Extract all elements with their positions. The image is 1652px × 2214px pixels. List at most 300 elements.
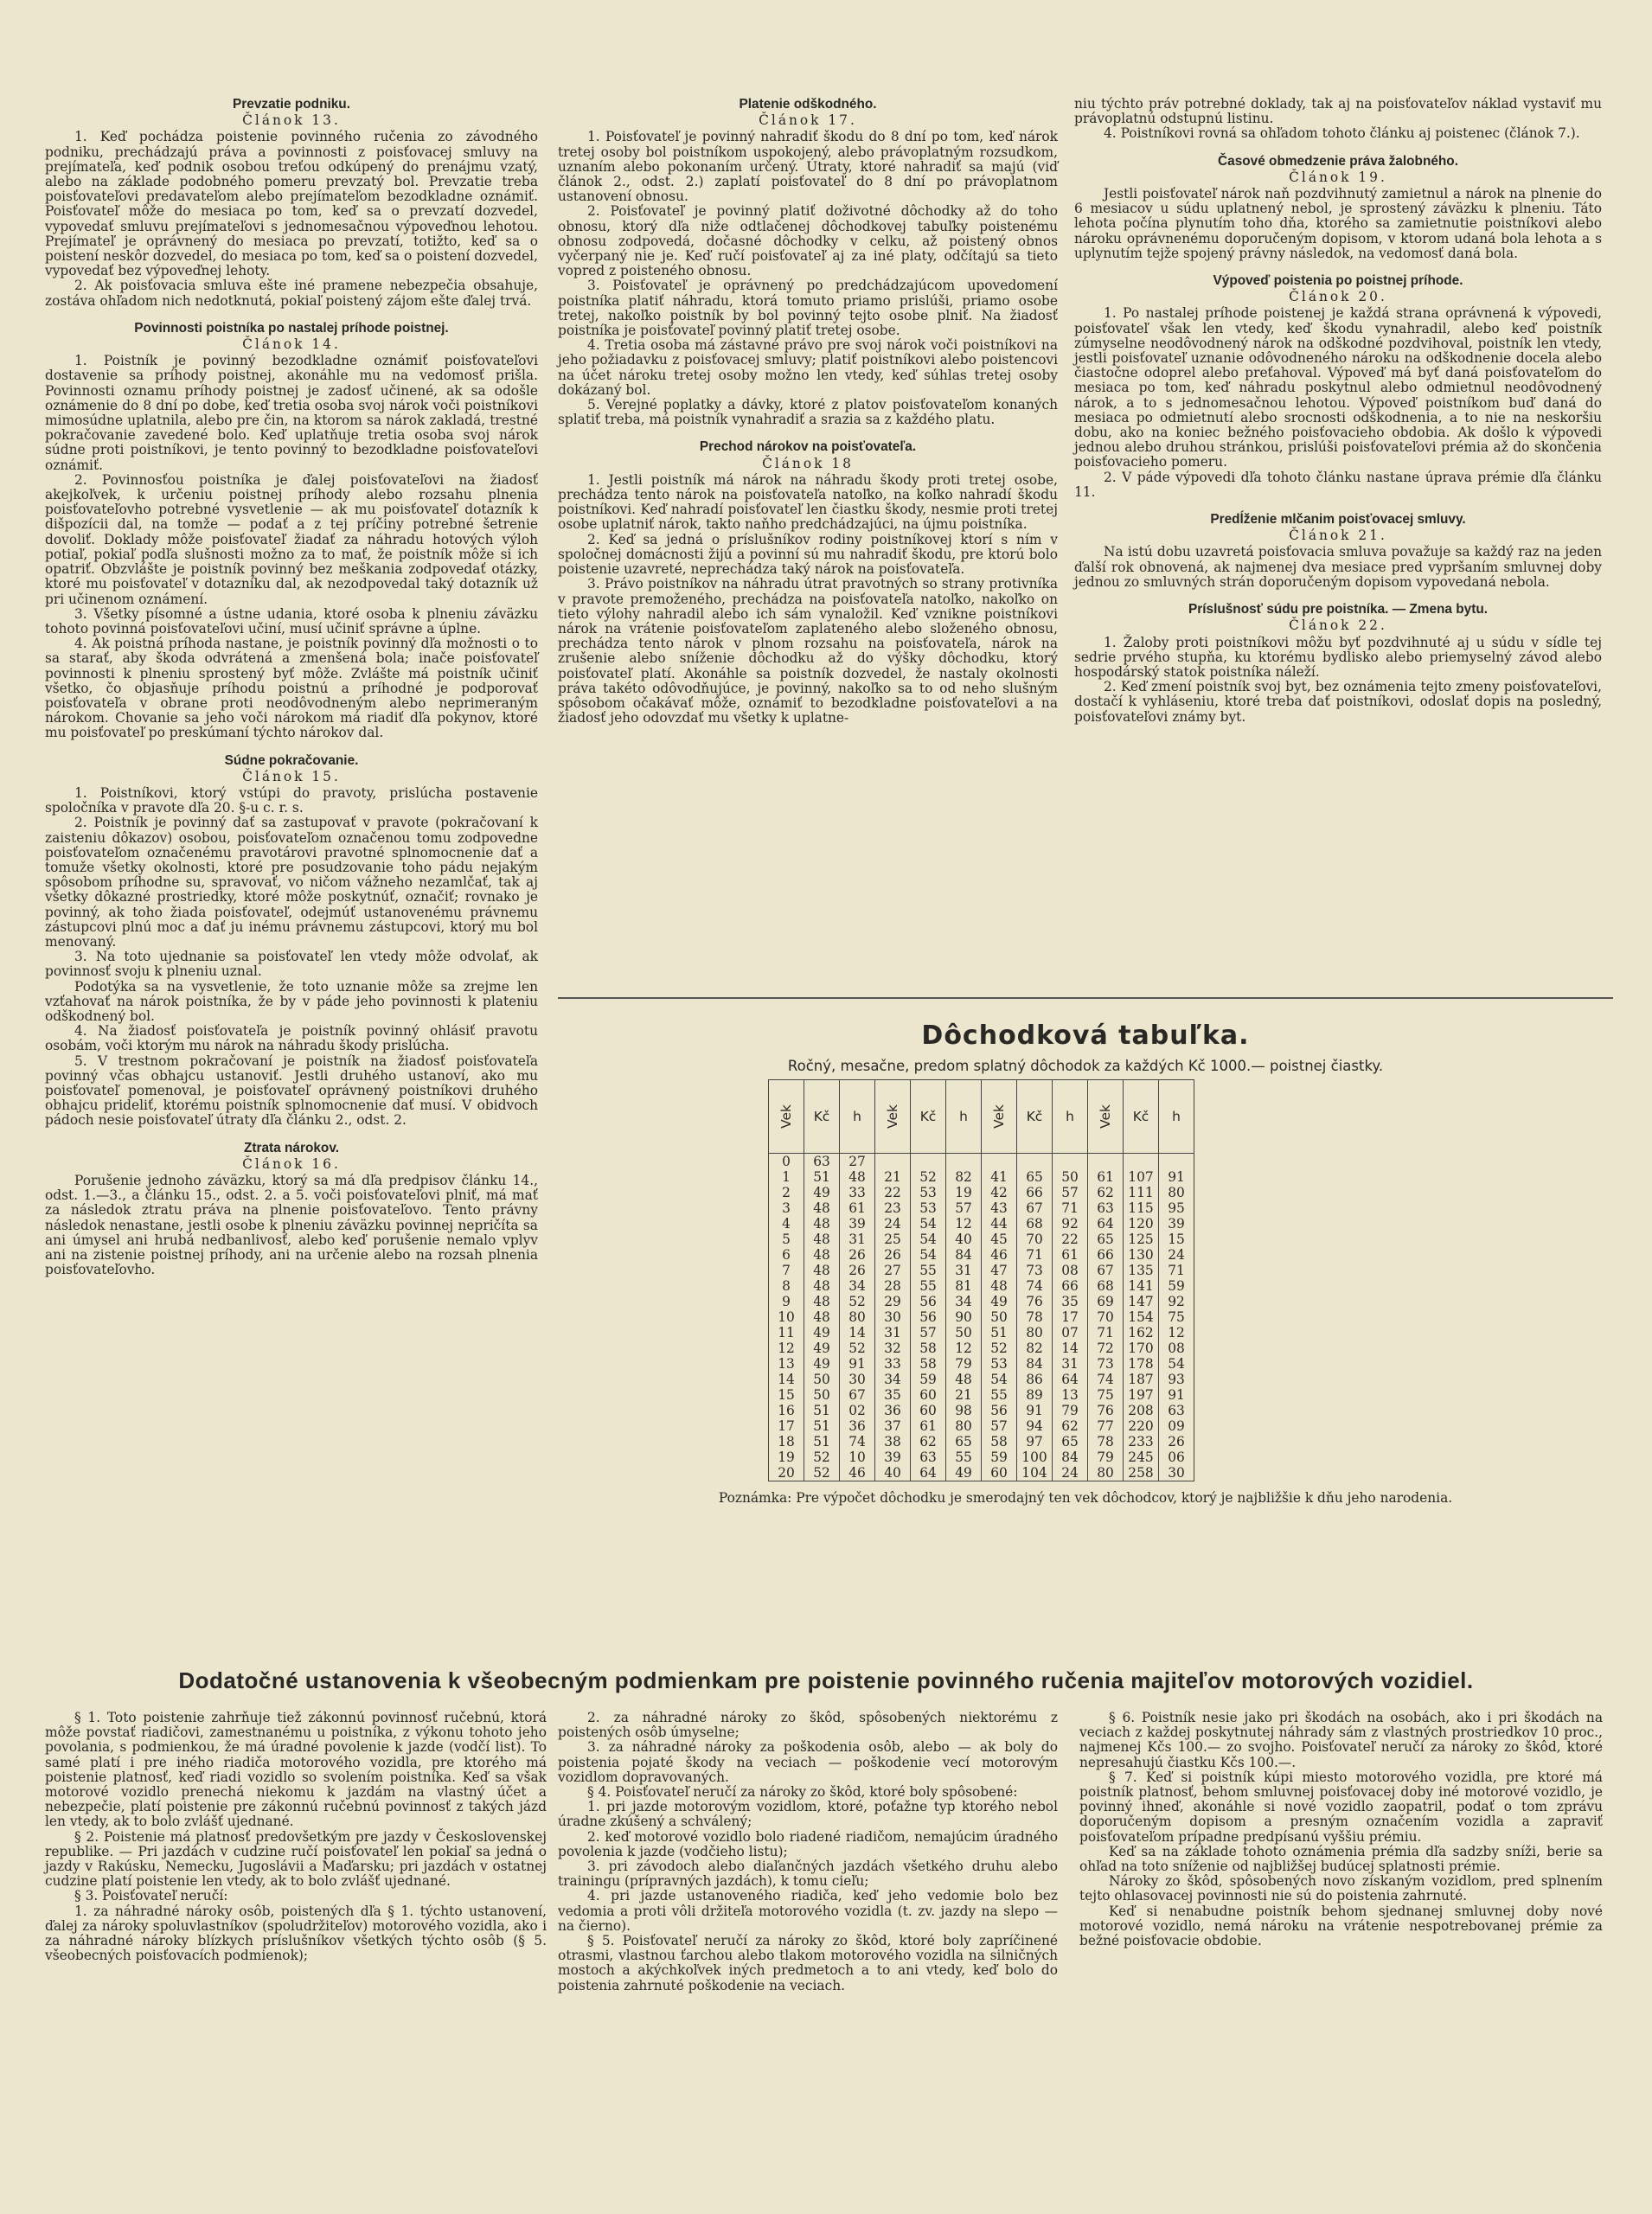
paragraph: Porušenie jednoho záväzku, ktorý sa má dľa predpisov článku 14., odst. 1.—3., a článku 15., odst. 2. a 5. voči poisťovateľovi plniť, má mať za následok ztratu práva na plnenie poisťovateľovo. Tento právny následok nenastane, jestli osobe k plneniu záväzku povinnej nepričíta sa ani úmysel ani hrubá nedbanlivosť, alebo keď porušenie nemalo vplyv ani na zistenie poistnej príhody, ani na určenie alebo na rozsah plnenia poisťovateľovho. [45,1173,538,1278]
table-cell: 57 [946,1200,982,1216]
paragraph: Jestli poisťovateľ nárok naň pozdvihnutý zamietnul a nárok na plnenie do 6 mesiacov u súdu uplatnený nebol, je sprostený záväzku k plneniu. Táto lehota počína plynutím toho dňa, ktorého sa zamietnutie poistníkovi alebo nároku oprávnenému doporučeným dopisom, v ktorom udaná bola lehota a s uplynutím tejže spojený právny následok, na vedomosť daná bola. [1074,186,1602,261]
table-cell: 49 [946,1465,982,1481]
table-body [769,1154,1194,1481]
paragraph: 4. Poistníkovi rovná sa ohľadom tohoto článku aj poistenec (článok 7.). [1104,125,1580,142]
table-cell: 77 [1088,1418,1124,1434]
table-cell: 22 [1053,1232,1088,1247]
table-cell: 19 [769,1449,804,1465]
table-row [769,1372,1194,1387]
table-cell: 50 [804,1372,840,1387]
table-cell: 54 [911,1232,946,1247]
section-title: Výpoveď poistenia po poistnej príhode. [1213,273,1463,289]
table-cell: 58 [911,1341,946,1356]
table-cell: 10 [769,1309,804,1325]
table-cell [1017,1154,1053,1170]
article-number: Článok 16. [242,1155,341,1172]
table-cell: 54 [1159,1356,1194,1372]
paragraph: 2. za náhradné nároky zo škôd, spôsobených niektorému z poistených osôb úmyselne; [558,1710,1058,1741]
paragraph: Nároky zo škôd, spôsobených novo získaným vozidlom, pred splnením tejto ohlasovacej povinnosti nie sú do poistenia zahrnuté. [1079,1873,1603,1904]
table-cell: 1 [769,1169,804,1185]
table-cell: 61 [840,1200,875,1216]
table-cell: 52 [840,1294,875,1309]
paragraph: 3. Poisťovateľ je oprávnený po predchádzajúcom upovedomení poistníka platiť náhradu, ktorá tomuto priamo prislúši, priamo osobe tretej, nakoľko poistník by bol povinný tejto osobe plniť. Na žiadosť poistníka je poisťovateľ povinný platiť tretej osobe. [558,278,1058,339]
table-cell: 70 [1088,1309,1124,1325]
table-cell: 07 [1053,1325,1088,1341]
column-3 [1074,97,1602,725]
section-title: Prevzatie podniku. [233,97,350,112]
table-cell: 61 [1088,1169,1124,1185]
table-cell: 44 [982,1216,1017,1232]
table-cell: 36 [875,1403,911,1418]
paragraph: § 2. Poistenie má platnosť predovšetkým pre jazdy v Československej republike. — Pri jazdách v cudzine ručí poisťovateľ len pokiaľ sa jedná o jazdy v Rakúsku, Nemecku, Jugoslávii a Maďarsku; pri jazdách v ostatnej cudzine platí poistenie len vtedy, ak to bolo zvlášť ujednané. [45,1828,547,1890]
section-title: Prechod nárokov na poisťovateľa. [699,439,917,455]
table-cell: 74 [840,1434,875,1449]
table-row [769,1200,1194,1216]
table-cell: 48 [982,1278,1017,1294]
table-cell: 107 [1124,1169,1159,1185]
table-title: Dôchodková tabuľka. [921,1021,1250,1051]
table-cell: 63 [1088,1200,1124,1216]
table-cell: 08 [1159,1341,1194,1356]
table-cell: 39 [840,1216,875,1232]
table-cell: 12 [769,1341,804,1356]
table-cell: 34 [875,1372,911,1387]
table-cell: 24 [1159,1247,1194,1263]
table-cell: 09 [1159,1418,1194,1434]
table-cell: 31 [875,1325,911,1341]
table-cell: 81 [946,1278,982,1294]
table-row [769,1278,1194,1294]
bottom-column-3 [1079,1711,1603,1948]
table-row [769,1263,1194,1278]
table-cell: 52 [911,1169,946,1185]
paragraph: 2. Poisťovateľ je povinný platiť doživotné dôchodky až do toho obnosu, ktorý dľa niže odtlačenej dôchodkovej tabuľky poistenému obnosu zodpovedá, dočasné dôchodky v celku, až poistený obnos vyčerpaný nie je. Keď ručí poisťovateľ aj za iné platy, odčítajú sa tieto vopred z poisteného obnosu. [558,203,1058,279]
paragraph: 2. Poistník je povinný dať sa zastupovať v pravote (pokračovaní k zaisteniu dôkazov) osobou, poisťovateľom označenou tomu zodpovedne poisťovateľom označenému pravotárovi pravotné splnomocnenie dať a tomuže všetky okolnosti, ktoré pre posudzovanie toho pádu nejakým spôsobom príhodne su, spravovať, vo ničom vážneho nezamlčať, tak aj všetky dôkazné prostriedky, ktoré môže poskytnúť, označiť; rovnako je povinný, ak toho žiada poisťovateľ, odejmúť ustanovenému právnemu zástupcovi plnú moc a dať ju inému právnemu zástupcovi, ktorý mu bol menovaný. [45,815,538,950]
table-cell: 13 [1053,1387,1088,1403]
table-cell: 66 [1017,1185,1053,1200]
table-cell: 27 [840,1154,875,1170]
table-cell: 89 [1017,1387,1053,1403]
table-cell [1159,1154,1194,1170]
table-cell: 84 [1017,1356,1053,1372]
table-cell: 49 [982,1294,1017,1309]
header-vek: Vek [982,1080,1017,1154]
paragraph: 1. za náhradné nároky osôb, poistených dľa § 1. týchto ustanovení, ďalej za nároky spoluvlastníkov (spoludržiteľov) motorového vozidla, ako i za náhradné nároky blízkych príslušníkov všetkých týchto osôb (§ 5. všeobecných poisťovacích podmienok); [45,1903,547,1964]
article-number: Článok 18 [762,455,854,471]
table-cell: 79 [946,1356,982,1372]
table-cell: 59 [982,1449,1017,1465]
table-cell: 50 [946,1325,982,1341]
paragraph: 2. keď motorové vozidlo bolo riadené riadičom, nemajúcim úradného povolenia k jazde (vodčieho listu); [558,1828,1058,1859]
table-cell: 74 [1088,1372,1124,1387]
table-cell: 40 [875,1465,911,1481]
table-cell: 62 [1088,1185,1124,1200]
table-cell: 64 [911,1465,946,1481]
header-h: h [946,1080,982,1154]
table-cell: 53 [911,1200,946,1216]
table-cell: 65 [1053,1434,1088,1449]
table-cell: 41 [982,1169,1017,1185]
annuity-table-section [562,1021,1609,1507]
paragraph: 5. Verejné poplatky a dávky, ktoré z platov poisťovateľom konaných splatiť treba, má poistník vynahradiť a srazia sa z každého platu. [558,397,1058,428]
table-cell: 51 [804,1434,840,1449]
table-cell: 55 [982,1387,1017,1403]
paragraph: 4. pri jazde ustanoveného riadiča, keď jeho vedomie bolo bez vedomia a proti vôli držiteľa motorového vozidla (t. zv. jazdy na slepo — na čierno). [558,1888,1058,1934]
table-cell: 24 [1053,1465,1088,1481]
divider [558,997,1613,999]
table-cell: 135 [1124,1263,1159,1278]
column-1 [45,97,538,1277]
table-row [769,1325,1194,1341]
table-cell: 48 [804,1200,840,1216]
table-cell: 38 [875,1434,911,1449]
table-cell: 70 [1017,1232,1053,1247]
table-cell: 29 [875,1294,911,1309]
table-cell: 47 [982,1263,1017,1278]
table-cell: 49 [804,1356,840,1372]
table-cell: 80 [1088,1465,1124,1481]
paragraph: 2. Keď sa jedná o príslušníkov rodiny poistníkovej ktorí s ním v spoločnej domácnosti žijú a povinní sú mu nahradiť škodu, pre ktorú bolo poistenie uzavreté, neprechádza taký nárok na poisťovateľa. [558,531,1058,578]
table-cell: 76 [1017,1294,1053,1309]
table-cell: 15 [1159,1232,1194,1247]
table-cell: 25 [875,1232,911,1247]
table-cell: 36 [840,1418,875,1434]
table-cell [982,1154,1017,1170]
table-cell: 63 [911,1449,946,1465]
table-cell: 26 [1159,1434,1194,1449]
table-cell: 71 [1088,1325,1124,1341]
table-cell: 58 [911,1356,946,1372]
paragraph: 2. V páde výpovedi dľa tohoto článku nastane úprava prémie dľa článku 11. [1074,469,1602,500]
table-cell: 80 [840,1309,875,1325]
table-cell: 20 [769,1465,804,1481]
table-cell: 48 [946,1372,982,1387]
table-cell: 13 [769,1356,804,1372]
paragraph: 3. Všetky písomné a ústne udania, ktoré osoba k plneniu záväzku tohoto povinná poisťovateľovi učiní, musí učiniť správne a úplne. [45,605,538,637]
article-number: Článok 13. [242,112,341,129]
table-row [769,1154,1194,1170]
table-cell: 79 [1088,1449,1124,1465]
paragraph: 1. Po nastalej príhode poistenej je každá strana oprávnená k výpovedi, poisťovateľ však len vtedy, keď škodu vynahradil, alebo keď poistník zúmyselne neodôvodnený nárok na odškodné pozdvihoval, poistník len vtedy, jestli poisťovateľ uznanie odôvodneného nároku na odškodnenie docela alebo čiastočne odoprel alebo preťahoval. Výpoveď má byť daná poisťovateľom do mesiaca po tom, keď náhradu poskytnul alebo odmietnul neodôvodnený nárok, a to s jednomesačnou lehotou. Výpoveď poistníkom buď daná do mesiaca po odmietnutí alebo srocnosti odškodnenia, a to nie na neskoršiu dobu, ako na koniec bežného poisťovacieho obdobia. Ak došlo k výpovedi jednou alebo druhou stránkou, prislúši poisťovateľovi prémia až do skončenia poisťovacieho pomeru. [1074,305,1602,470]
table-row [769,1169,1194,1185]
paragraph: § 7. Keď si poistník kúpi miesto motorového vozidla, pre ktoré má poistník platnosť, behom smluvnej poisťovacej doby iné motorové vozidlo, je povinný ihneď, akonáhle si nové vozidlo zaopatril, podať o tom zprávu doporučeným dopisom a presným označením vozidla a zapraviť poisťovateľom prípadne predpísanú vyššiu prémiu. [1079,1769,1603,1845]
paragraph: 4. Tretia osoba má zástavné právo pre svoj nárok voči poistníkovi na jeho požiadavku z poisťovacej smluvy; platiť poistníkovi alebo poistencovi na účet nároku tretej osoby možno len vtedy, keď súhlas tretej osoby dokázaný bol. [558,337,1058,398]
table-cell: 100 [1017,1449,1053,1465]
paragraph: 1. pri jazde motorovým vozidlom, ktoré, poťažne typ ktorého nebol úradne zkúšený a schválený; [558,1799,1058,1830]
paragraph: 3. za náhradné nároky za poškodenia osôb, alebo — ak boly do poistenia pojaté škody na veciach — poškodenie vecí motorovým vozidlom dopravovaných. [558,1739,1058,1785]
table-cell [946,1154,982,1170]
paragraph: 1. Poisťovateľ je povinný nahradiť škodu do 8 dní po tom, keď nárok tretej osoby bol poistníkom uspokojený, alebo právoplatným rozsudkom, uznaním alebo pokonaním určený. Útraty, ktoré nahradiť sa majú (viď článok 2., odst. 2.) zaplatí poisťovateľ do 8 dní po právoplatnom ustanovení obnosu. [558,129,1058,205]
table-cell: 50 [804,1387,840,1403]
table-cell: 67 [1088,1263,1124,1278]
paragraph: niu týchto práv potrebné doklady, tak aj na poisťovateľov náklad vystaviť mu právoplatnú odstupnú listinu. [1074,96,1602,127]
table-cell: 34 [946,1294,982,1309]
paragraph: Keď sa na základe tohoto oznámenia prémia dľa sadzby sníži, berie sa ohľad na toto sníženie od najbližšej budúcej splatnosti prémie. [1079,1843,1603,1875]
article-number: Článok 17. [759,112,857,129]
table-cell: 51 [804,1403,840,1418]
table-cell: 11 [769,1325,804,1341]
table-cell: 84 [946,1247,982,1263]
table-row [769,1465,1194,1481]
table-row [769,1247,1194,1263]
table-cell: 97 [1017,1434,1053,1449]
paragraph: 2. Povinnosťou poistníka je ďalej poisťovateľovi na žiadosť akejkoľvek, k určeniu poistnej príhody alebo rozsahu plnenia poisťovateľovho potrebné vysvetlenie — ak mu poisťovateľ dotazník k dišpozícii dal, na tomže — podať a z tej príčiny potrebné šetrenie dovoliť. Doklady môže poisťovateľ žiadať za náhradu hotových výloh potiaľ, pokiaľ podľa slušnosti možno za to mať, že poistník môže si ich opatriť. Obzvlášte je poistník povinný bez meškania zodpovedať otázky, ktoré mu poisťovateľ v dotazníku dal, ak nezodpovedal taký dotazník už pri učinenom oznámení. [45,471,538,607]
table-cell: 14 [769,1372,804,1387]
table-cell: 54 [911,1247,946,1263]
table-cell: 55 [911,1278,946,1294]
table-cell: 57 [1053,1185,1088,1200]
paragraph: § 4. Poisťovateľ neručí za nároky zo škôd, ktoré boly spôsobené: [587,1784,1018,1801]
article-number: Článok 19. [1289,169,1387,185]
header-vek: Vek [1088,1080,1124,1154]
table-cell: 258 [1124,1465,1159,1481]
article-number: Článok 20. [1289,289,1387,305]
table-cell: 39 [1159,1216,1194,1232]
table-cell: 33 [840,1185,875,1200]
table-cell: 54 [911,1216,946,1232]
paragraph: Podotýka sa na vysvetlenie, že toto uznanie môže sa zrejme len vzťahovať na nárok poistníka, že by v páde jeho povinnosti k plateniu odškodnený bol. [45,978,538,1024]
table-cell: 60 [982,1465,1017,1481]
table-cell: 63 [804,1154,840,1170]
header-h: h [840,1080,875,1154]
article-number: Článok 21. [1289,528,1387,544]
table-cell: 48 [804,1309,840,1325]
table-cell: 49 [804,1185,840,1200]
table-note: Poznámka: Pre výpočet dôchodku je smerodajný ten vek dôchodcov, ktorý je najbližšie k dňu jeho narodenia. [718,1490,1453,1506]
table-row [769,1449,1194,1465]
table-cell [911,1154,946,1170]
table-cell: 80 [1159,1185,1194,1200]
table-cell: 80 [946,1418,982,1434]
table-cell: 49 [804,1325,840,1341]
table-cell: 56 [911,1309,946,1325]
table-cell: 33 [875,1356,911,1372]
table-cell: 48 [804,1263,840,1278]
table-cell: 26 [840,1247,875,1263]
table-cell: 55 [911,1263,946,1278]
table-cell: 7 [769,1263,804,1278]
table-cell: 6 [769,1247,804,1263]
table-cell: 90 [946,1309,982,1325]
header-kc: Kč [804,1080,840,1154]
table-cell: 154 [1124,1309,1159,1325]
header-kc: Kč [911,1080,946,1154]
header-h: h [1159,1080,1194,1154]
paragraph: 1. Keď pochádza poistenie povinného ručenia zo závodného podniku, prechádzajú práva a povinnosti z poisťovacej smluvy na prejímateľa, keď podnik osobou treťou odkúpený do prenájmu vzatý, alebo na základe podobného pomeru prevzatý bol. Prevzatie treba poisťovateľovi predavateľom alebo prejímateľom bezodkladne oznámiť. Poisťovateľ môže do mesiaca po tom, keď sa o prevzatí dozvedel, vypovedať smluvu prejímateľovi s jednomesačnou výpoveďnou lehotou. Prejímateľ je oprávnený do mesiaca po prevzatí, totižto, keď sa o poistení neskôr dozvedel, do mesiaca po tom, keď sa o poistení dozvedel, vypovedať bez výpoveďnej lehoty. [45,129,538,279]
table-cell: 48 [840,1169,875,1185]
table-cell: 78 [1088,1434,1124,1449]
table-row [769,1356,1194,1372]
table-cell: 53 [911,1185,946,1200]
supplementary-title: Dodatočné ustanovenia k všeobecným podmienkam pre poistenie povinného ručenia majiteľov motorových vozidiel. [178,1667,1474,1693]
table-row [769,1341,1194,1356]
table-cell: 26 [840,1263,875,1278]
table-cell: 178 [1124,1356,1159,1372]
section-title: Súdne pokračovanie. [224,752,359,768]
table-cell: 54 [982,1372,1017,1387]
table-cell: 23 [875,1200,911,1216]
article-number: Článok 15. [242,768,341,784]
table-cell: 71 [1159,1263,1194,1278]
table-cell: 82 [946,1169,982,1185]
table-cell: 51 [804,1169,840,1185]
table-cell: 16 [769,1403,804,1418]
table-cell: 64 [1088,1216,1124,1232]
header-kc: Kč [1124,1080,1159,1154]
table-cell [1053,1154,1088,1170]
table-cell: 115 [1124,1200,1159,1216]
table-cell: 91 [1159,1169,1194,1185]
table-cell: 208 [1124,1403,1159,1418]
table-cell: 75 [1088,1387,1124,1403]
table-cell: 06 [1159,1449,1194,1465]
table-cell: 08 [1053,1263,1088,1278]
table-cell: 141 [1124,1278,1159,1294]
table-cell: 46 [982,1247,1017,1263]
paragraph: 1. Poistníkovi, ktorý vstúpi do pravoty, prislúcha postavenie spoločníka v pravote dľa 20. §-u c. r. s. [45,784,538,816]
table-cell: 92 [1053,1216,1088,1232]
table-cell: 98 [946,1403,982,1418]
section-title: Časové obmedzenie práva žalobného. [1218,153,1458,169]
table-cell: 55 [946,1449,982,1465]
table-cell: 4 [769,1216,804,1232]
table-row [769,1309,1194,1325]
table-cell: 52 [804,1449,840,1465]
table-cell: 125 [1124,1232,1159,1247]
paragraph: 3. pri závodoch alebo diaľančných jazdách všetkého druhu alebo trainingu (prípravných jazdách), k tomu cieľu; [558,1859,1058,1890]
header-vek: Vek [875,1080,911,1154]
table-cell: 92 [1159,1294,1194,1309]
table-cell: 10 [840,1449,875,1465]
table-cell: 45 [982,1232,1017,1247]
table-cell: 22 [875,1185,911,1200]
table-cell: 31 [840,1232,875,1247]
table-cell: 39 [875,1449,911,1465]
table-cell: 53 [982,1356,1017,1372]
table-cell: 66 [1053,1278,1088,1294]
table-cell: 51 [982,1325,1017,1341]
table-cell: 42 [982,1185,1017,1200]
table-subtitle: Ročný, mesačne, predom splatný dôchodok za každých Kč 1000.— poistnej čiastky. [787,1058,1384,1074]
table-cell: 62 [1053,1418,1088,1434]
table-cell: 60 [911,1403,946,1418]
table-cell: 21 [875,1169,911,1185]
table-cell: 2 [769,1185,804,1200]
table-cell: 12 [946,1216,982,1232]
table-cell: 91 [840,1356,875,1372]
paragraph: 4. Ak poistná príhoda nastane, je poistník povinný dľa možnosti o to sa starať, aby škoda odvrátená a zmenšená bola; inače poisťovateľ povinnosti k plneniu sprostený byť môže. Zvlášte má poistník učiniť všetko, čo objasňuje príhodu poistnú a príhodné je podporovať poisťovateľa v obrane proti neodôvodneným alebo neprimeraným nárokom. Chovanie sa jeho voči nárokom má riadiť dľa pokynov, ktoré mu poisťovateľ po preskúmaní týchto nárokov dal. [45,636,538,741]
table-cell: 26 [875,1247,911,1263]
table-cell: 30 [1159,1465,1194,1481]
table-cell: 69 [1088,1294,1124,1309]
table-cell: 64 [1053,1372,1088,1387]
table-cell: 50 [982,1309,1017,1325]
table-cell: 75 [1159,1309,1194,1325]
table-cell: 9 [769,1294,804,1309]
table-cell: 56 [982,1403,1017,1418]
table-row [769,1434,1194,1449]
table-cell: 8 [769,1278,804,1294]
table-cell: 52 [804,1465,840,1481]
table-cell: 27 [875,1263,911,1278]
table-cell: 30 [840,1372,875,1387]
table-cell: 40 [946,1232,982,1247]
table-cell: 197 [1124,1387,1159,1403]
table-cell: 0 [769,1154,804,1170]
paragraph: 3. Právo poistníkov na náhradu útrat pravotných so strany protivníka v pravote premoženého, prechádza na poisťovateľa natoľko, nakoľko on tieto výlohy nahradil alebo ich sám vynaložil. Keď vznikne poistníkovi nárok na vrátenie poisťovateľom zaplateného alebo složeného obnosu, prechádza tento nárok v plnom rozsahu na poisťovateľa, nárok na zrušenie alebo sníženie dôchodku až do výšky dôchodku, ktorý poisťovateľ platí. Akonáhle sa poistník dozvedel, že nastaly okolnosti práva takéto odôvodňujúce, je povinný, nakoľko sa to od neho slušným spôsobom očakávať môže, oznámiť to bezodkladne poisťovateľovi a na žiadosť jeho odovzdať mu všetky k uplatne- [558,576,1058,726]
paragraph: 2. Keď zmení poistník svoj byt, bez oznámenia tejto zmeny poisťovateľovi, dostačí k vyhláseniu, ktoré treba dať poistníkovi, odoslať dopis na posledný, poisťovateľovi známy byt. [1074,679,1602,725]
table-cell: 37 [875,1418,911,1434]
table-cell: 34 [840,1278,875,1294]
section-title: Predĺženie mlčanim poisťovacej smluvy. [1210,512,1466,528]
table-cell: 68 [1017,1216,1053,1232]
table-cell [875,1154,911,1170]
annuity-table [768,1079,1194,1481]
table-cell: 187 [1124,1372,1159,1387]
table-cell: 82 [1017,1341,1053,1356]
table-row [769,1387,1194,1403]
table-cell: 48 [804,1216,840,1232]
table-cell [1088,1154,1124,1170]
bottom-column-1 [45,1711,547,1963]
table-cell: 62 [911,1434,946,1449]
paragraph: § 3. Poisťovateľ neručí: [74,1888,228,1904]
table-cell: 94 [1017,1418,1053,1434]
table-cell: 67 [840,1387,875,1403]
table-cell: 67 [1017,1200,1053,1216]
table-cell: 31 [1053,1356,1088,1372]
table-row [769,1185,1194,1200]
table-cell: 52 [840,1341,875,1356]
paragraph: Keď si nenabudne poistník behom sjednanej smluvnej doby nové motorové vozidlo, nemá nároku na vrátenie nespotrebovanej prémie za bežné poisťovacie obdobie. [1079,1903,1603,1949]
table-cell: 245 [1124,1449,1159,1465]
section-title: Príslušnosť súdu pre poistníka. — Zmena bytu. [1188,602,1489,617]
table-cell: 57 [911,1325,946,1341]
paragraph: 1. Poistník je povinný bezodkladne oznámiť poisťovateľovi dostavenie sa príhody poistnej, akonáhle mu na vedomosť prišla. Povinnosti oznamu príhody poistnej je zadosť učinené, ak sa odošle oznámenie do 8 dní po dobe, keď tretia osoba svoj nárok voči poistníkovi mimosúdne uplatnila, alebo pre čin, na ktorom sa nárok zakladá, trestné pokračovanie zavedené bolo. Keď uplatňuje tretia osoba svoj nárok súdne proti poistníkovi, je tento povinný to bezodkladne poisťovateľovi oznámiť. [45,353,538,473]
table-cell: 80 [1017,1325,1053,1341]
table-cell: 130 [1124,1247,1159,1263]
table-cell: 43 [982,1200,1017,1216]
table-cell: 78 [1017,1309,1053,1325]
table-cell: 50 [1053,1169,1088,1185]
table-cell: 74 [1017,1278,1053,1294]
table-cell: 66 [1088,1247,1124,1263]
table-cell: 02 [840,1403,875,1418]
table-cell: 73 [1017,1263,1053,1278]
table-cell: 35 [1053,1294,1088,1309]
table-cell: 17 [769,1418,804,1434]
table-cell: 28 [875,1278,911,1294]
table-cell: 170 [1124,1341,1159,1356]
table-cell: 65 [946,1434,982,1449]
table-cell: 93 [1159,1372,1194,1387]
table-cell: 21 [946,1387,982,1403]
paragraph: 1. Žaloby proti poistníkovi môžu byť pozdvihnuté aj u súdu v sídle tej sedrie prvého stupňa, ku ktorému bydlisko alebo priemyselný závod alebo hospodárský statok poistníka náleží. [1074,634,1602,680]
table-cell: 46 [840,1465,875,1481]
table-cell: 111 [1124,1185,1159,1200]
table-cell: 233 [1124,1434,1159,1449]
table-cell: 104 [1017,1465,1053,1481]
table-cell: 3 [769,1200,804,1216]
header-vek: Vek [769,1080,804,1154]
header-h: h [1053,1080,1088,1154]
table-cell: 35 [875,1387,911,1403]
table-cell: 120 [1124,1216,1159,1232]
table-cell: 220 [1124,1418,1159,1434]
column-2 [558,97,1058,726]
table-cell: 18 [769,1434,804,1449]
paragraph: Na istú dobu uzavretá poisťovacia smluva považuje sa každý raz na jeden ďalší rok obnovená, ak najmenej dva mesiace pred vypršaním smluvnej doby jednou zo smluvných strán doporučeným dopisom vypovedaná nebola. [1074,544,1602,590]
